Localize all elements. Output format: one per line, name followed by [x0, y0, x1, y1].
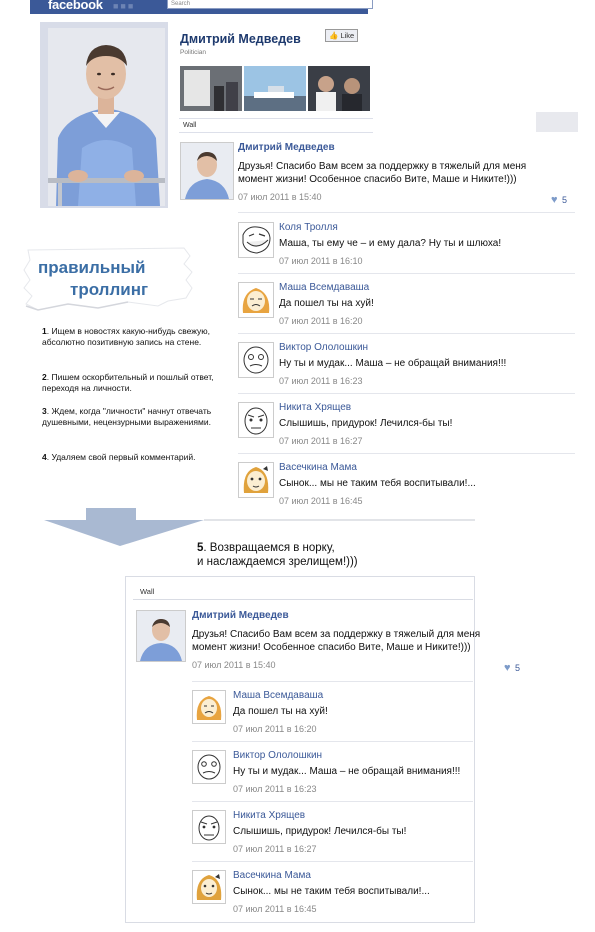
result-wall-divider — [133, 599, 473, 600]
heart-icon: ♥ — [504, 662, 511, 674]
comment-date[interactable]: 07 июл 2011 в 16:10 — [279, 256, 363, 266]
comment-author[interactable]: Маша Всемдаваша — [233, 690, 324, 701]
comment-text: Сынок... мы не таким тебя воспитывали!... — [279, 478, 476, 489]
comment-text: Сынок... мы не таким тебя воспитывали!... — [233, 886, 430, 897]
comment-date[interactable]: 07 июл 2011 в 16:27 — [279, 436, 363, 446]
guide-step-1: 1. Ищем в новостях какую-нибудь свежую, абсолютно позитивную запись на стене. — [42, 326, 211, 347]
profile-category: Politician — [180, 49, 207, 56]
post-likes[interactable] — [551, 190, 567, 208]
profile-name[interactable]: Дмитрий Медведев — [180, 32, 301, 46]
post-likes-count: 5 — [561, 195, 567, 205]
guide-step-3: 3. Ждем, когда "личности" начнут отвечать душевными, нецензурными выражениями. — [42, 406, 212, 427]
comment-date[interactable]: 07 июл 2011 в 16:23 — [233, 784, 317, 794]
facebook-logo[interactable]: facebook — [48, 0, 103, 12]
comment-divider — [192, 681, 473, 682]
guide-step-4: 4. Удаляем свой первый комментарий. — [42, 452, 196, 462]
comment-text: Маша, ты ему че – и ему дала? Ну ты и шлюха! — [279, 238, 502, 249]
comment-author[interactable]: Никита Хрящев — [233, 810, 306, 821]
result-wall-tab[interactable]: Wall — [140, 587, 155, 596]
comment-author[interactable]: Васечкина Мама — [279, 462, 357, 473]
comment-divider — [192, 801, 473, 802]
guide-step-2: 2. Пишем оскорбительный и пошлый ответ, переходя на личности. — [42, 372, 214, 393]
result-post-likes-count: 5 — [514, 663, 520, 673]
comment-author[interactable]: Маша Всемдаваша — [279, 282, 370, 293]
photo-strip — [180, 66, 370, 111]
comment-author[interactable]: Виктор Ололошкин — [233, 750, 323, 761]
comment-text: Ну ты и мудак... Маша – не обращай внимания!!! — [233, 766, 461, 777]
comment-date[interactable]: 07 июл 2011 в 16:23 — [279, 376, 363, 386]
post-author-avatar[interactable] — [180, 142, 234, 200]
post-author-name[interactable]: Дмитрий Медведев — [238, 142, 335, 153]
comment-divider — [238, 333, 575, 334]
comment-avatar-trollface[interactable] — [238, 222, 274, 258]
comment-author[interactable]: Коля Тролля — [279, 222, 338, 233]
comment-date[interactable]: 07 июл 2011 в 16:45 — [279, 496, 363, 506]
comment-divider — [238, 393, 575, 394]
guide-title-line2: троллинг — [70, 280, 149, 299]
comment-avatar-rage[interactable] — [192, 750, 226, 784]
comment-date[interactable]: 07 июл 2011 в 16:27 — [233, 844, 317, 854]
comment-divider — [192, 861, 473, 862]
thumbs-up-icon: 👍 — [329, 31, 339, 40]
notification-icons[interactable]: ■■■ — [113, 1, 136, 11]
heart-icon: ♥ — [551, 194, 558, 206]
result-post-text-line2: момент жизни! Особенное спасибо Вите, Маше и Никите!))) — [192, 642, 471, 653]
comment-author[interactable]: Никита Хрящев — [279, 402, 352, 413]
result-post-author[interactable]: Дмитрий Медведев — [192, 610, 289, 621]
comment-avatar-rage[interactable] — [238, 342, 274, 378]
comment-avatar-girl[interactable] — [238, 282, 274, 318]
result-post-likes[interactable] — [504, 658, 520, 676]
profile-photo[interactable] — [48, 28, 165, 206]
comment-text: Ну ты и мудак... Маша – не обращай внимания!!! — [279, 358, 507, 369]
comment-date[interactable]: 07 июл 2011 в 16:20 — [233, 724, 317, 734]
result-post-date[interactable]: 07 июл 2011 в 15:40 — [192, 660, 276, 670]
comment-divider — [238, 273, 575, 274]
post-date[interactable]: 07 июл 2011 в 15:40 — [238, 192, 322, 202]
comment-divider — [238, 453, 575, 454]
photo-thumb-2[interactable] — [244, 66, 306, 111]
comment-date[interactable]: 07 июл 2011 в 16:20 — [279, 316, 363, 326]
comment-avatar-mother[interactable] — [192, 870, 226, 904]
comment-text: Да пошел ты на хуй! — [233, 706, 328, 717]
comment-avatar-rage-2[interactable] — [192, 810, 226, 844]
like-button-label: Like — [340, 31, 355, 40]
guide-title-line1: правильный — [38, 258, 146, 277]
comment-avatar-rage-2[interactable] — [238, 402, 274, 438]
like-button[interactable] — [325, 29, 358, 42]
search-input[interactable]: Search — [167, 0, 373, 9]
guide-step-5: 5. Возвращаемся в норку, и наслаждаемся зрелищем!))) — [197, 542, 358, 568]
comment-text: Слышишь, придурок! Лечился-бы ты! — [233, 826, 407, 837]
comment-author[interactable]: Васечкина Мама — [233, 870, 311, 881]
comment-avatar-girl[interactable] — [192, 690, 226, 724]
wall-tab[interactable]: Wall — [179, 118, 373, 133]
grey-placeholder — [536, 112, 578, 132]
comment-date[interactable]: 07 июл 2011 в 16:45 — [233, 904, 317, 914]
comment-divider — [192, 741, 473, 742]
post-text-line1: Друзья! Спасибо Вам всем за поддержку в тяжелый для меня — [238, 161, 527, 172]
post-text-line2: момент жизни! Особенное спасибо Вите, Маше и Никите!))) — [238, 174, 517, 185]
comment-text: Да пошел ты на хуй! — [279, 298, 374, 309]
comment-divider — [238, 212, 575, 213]
result-post-avatar[interactable] — [136, 610, 186, 662]
comment-text: Слышишь, придурок! Лечился-бы ты! — [279, 418, 453, 429]
result-post-text-line1: Друзья! Спасибо Вам всем за поддержку в тяжелый для меня — [192, 629, 481, 640]
comment-author[interactable]: Виктор Ололошкин — [279, 342, 369, 353]
comment-avatar-mother[interactable] — [238, 462, 274, 498]
photo-thumb-1[interactable] — [180, 66, 242, 111]
photo-thumb-3[interactable] — [308, 66, 370, 111]
